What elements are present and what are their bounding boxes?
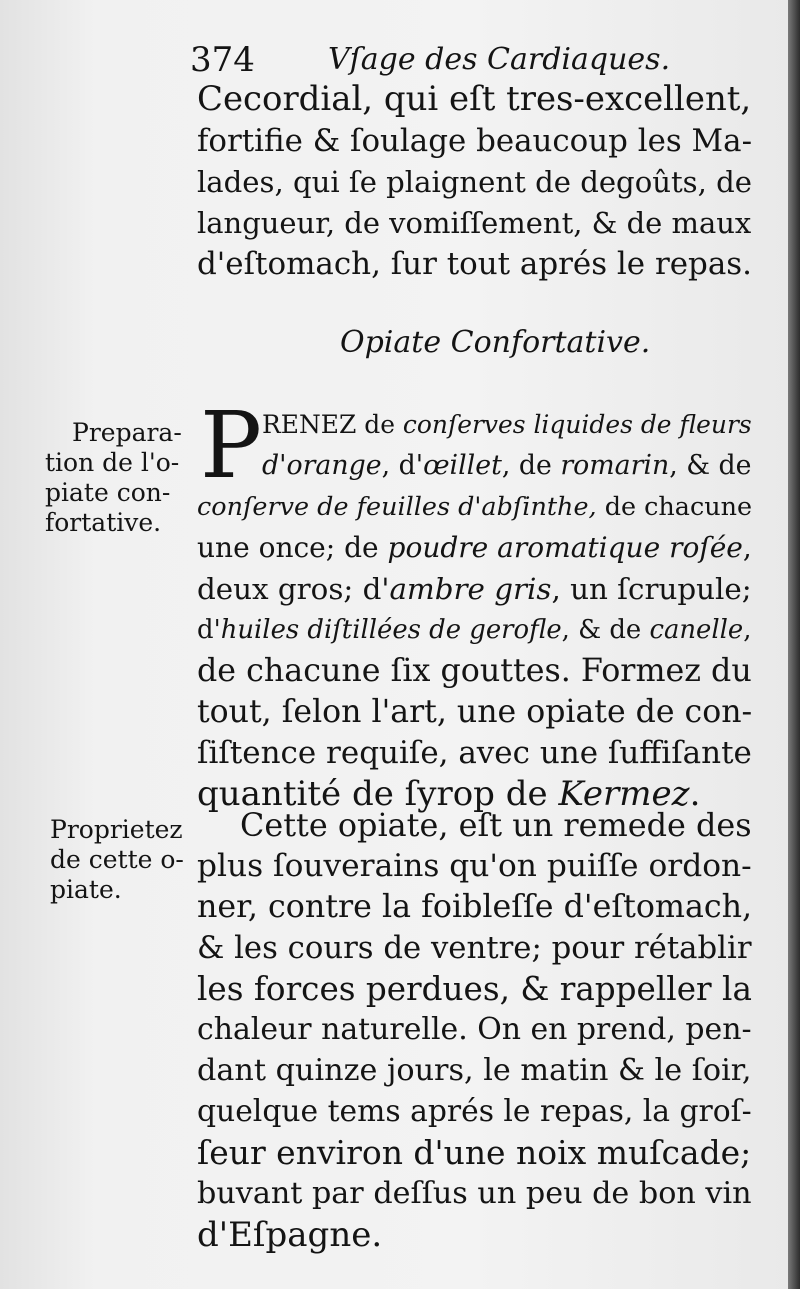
text-line: quelque tems aprés le repas, la groſ-: [197, 1094, 752, 1129]
text-run: canelle: [649, 615, 744, 645]
margin-note-line: tion de l'o-: [45, 448, 180, 477]
text-line: chaleur naturelle. On en prend, pen-: [197, 1012, 752, 1047]
text-line: ner, contre la foibleſſe d'eſtomach,: [197, 889, 753, 925]
text-run: conſerve de feuilles d'abſinthe,: [197, 492, 597, 522]
recipe-line-9: ſiſtence requiſe, avec une ſuffiſante: [197, 735, 752, 771]
page-number: 374: [190, 40, 255, 80]
recipe-line-3: [197, 487, 752, 527]
recipe-line-4: [197, 528, 752, 568]
text-run: œillet: [423, 450, 502, 481]
recipe-line-6: [197, 610, 751, 650]
text-run: , un ſcrupule;: [551, 572, 752, 606]
text-run: , & de: [669, 450, 752, 481]
text-run: Kermez: [558, 774, 690, 814]
text-line: langueur, de vomiſſement, & de maux: [197, 206, 752, 240]
text-line: ſeur environ d'une noix muſcade;: [197, 1133, 752, 1172]
text-run: deux gros; d': [197, 572, 390, 606]
text-line: Cecordial, qui eſt tres-excellent,: [197, 80, 752, 119]
text-run: romarin: [560, 450, 670, 481]
recipe-line-1: [262, 405, 752, 445]
text-run: d'orange: [262, 450, 382, 481]
text-run: d': [197, 615, 221, 645]
margin-note-line: Prepara-: [72, 418, 182, 447]
margin-note-line: piate.: [50, 875, 122, 904]
text-line: dant quinze jours, le matin & le ſoir,: [197, 1053, 752, 1088]
text-line: buvant par deſſus un peu de bon vin: [197, 1176, 752, 1211]
margin-note-line: fortative.: [45, 508, 162, 537]
text-run: poudre aromatique roſée: [387, 531, 743, 564]
text-line: les forces perdues, & rappeller la: [197, 970, 752, 1008]
text-line: d'eſtomach, ſur tout aprés le repas.: [197, 246, 752, 282]
text-run: huiles diſtillées de gerofle: [220, 615, 562, 645]
recipe-line-8: tout, ſelon l'art, une opiate de con-: [197, 694, 753, 730]
text-run: de: [356, 410, 403, 439]
margin-note-line: Proprietez: [50, 815, 183, 844]
recipe-line-5: [197, 569, 752, 609]
text-line: lades, qui ſe plaignent de degoûts, de: [197, 165, 752, 199]
running-head: Vſage des Cardiaques.: [328, 42, 671, 77]
text-line: fortifie & ſoulage beaucoup les Ma-: [197, 123, 752, 159]
text-run: .: [689, 774, 701, 814]
text-line: Cette opiate, eſt un remede des: [240, 806, 752, 844]
recipe-line-2: [262, 446, 752, 486]
text-run: RENEZ: [262, 410, 357, 439]
page-edge-shadow: [788, 0, 800, 1289]
text-run: une once; de: [197, 531, 388, 564]
text-run: , d': [381, 450, 424, 481]
text-line: d'Eſpagne.: [197, 1215, 383, 1255]
text-run: quantité de ſyrop de: [197, 774, 559, 814]
text-run: conſerves liquides de fleurs: [402, 410, 752, 439]
text-run: ambre gris: [389, 572, 552, 606]
text-line: & les cours de ventre; pour rétablir: [197, 930, 752, 966]
text-run: ,: [742, 531, 752, 564]
margin-note-line: de cette o-: [50, 845, 184, 874]
text-run: , & de: [561, 615, 650, 645]
drop-cap: P: [200, 392, 262, 499]
text-line: plus ſouverains qu'on puiſſe ordon-: [197, 848, 752, 884]
section-heading: Opiate Confortative.: [340, 325, 651, 360]
text-run: , de: [501, 450, 561, 481]
text-run: de chacune: [596, 492, 753, 522]
recipe-line-7: de chacune ſix gouttes. Formez du: [197, 653, 752, 689]
text-run: ,: [743, 615, 752, 645]
margin-note-line: piate con-: [45, 478, 171, 507]
